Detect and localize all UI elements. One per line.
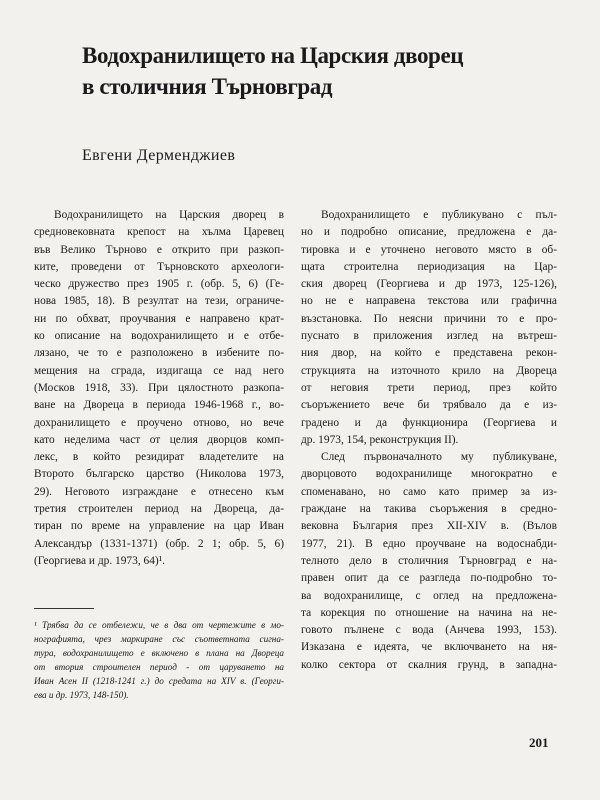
text-line: (Георгиева и др. 1973, 64)¹. [34, 554, 165, 567]
text-line: ко описание на водохранилището и е отбе- [34, 330, 284, 343]
text-line: 29). Неговото изграждане е отнесено към [34, 485, 284, 498]
text-line: та корекция по отношение на начина на не- [301, 606, 557, 619]
text-line: др. 1973, 154, реконструкция II). [301, 433, 459, 446]
text-line: (Москов 1918, 33). При цялостното разкопа- [34, 381, 284, 394]
text-line: ките, проведени от Търновското археологи- [34, 260, 284, 273]
text-line: тировка и е уточнено неговото място в об- [301, 243, 557, 256]
left-column [34, 207, 284, 570]
text-line: градено и да функционира (Георгиева и [301, 416, 557, 429]
text-line: ни по обхват, проучвания е направено крат- [34, 312, 284, 325]
footnote-line: Иван Асен II (1218-1241 г.) до средата на XIV в. (Георги- [34, 676, 284, 686]
footnote-divider [34, 608, 94, 609]
text-line: Второто българско царство (Николова 1973, [34, 468, 284, 481]
text-line: ване на Двореца в периода 1946-1968 г., во- [34, 399, 284, 412]
text-line: лязано, че то е разположено в избените по- [34, 347, 284, 360]
text-line: ския дворец (Георгиева и др 1973, 125-126), [301, 278, 557, 291]
page-number: 201 [529, 735, 549, 750]
text-line: телното дело в столичния Търновград е на- [301, 554, 557, 567]
footnote-line: тура, водохранилището е включено в плана на Двореца [34, 648, 284, 658]
author-name: Евгени Дерменджиев [82, 147, 236, 164]
text-line: третия строителен период на Двореца, да- [34, 503, 284, 516]
text-line: във Велико Търново е открито при разкоп- [34, 243, 284, 256]
text-line: пуснато в приложения изглед на вътреш- [301, 330, 557, 343]
text-line: Водохранилището на Царския дворец в [54, 209, 284, 221]
text-line: нова 1985, 18). В резултат на тези, ограниче- [34, 295, 284, 308]
text-line: Изказана е идеята, че включването на ня- [301, 641, 557, 654]
article-title [82, 40, 562, 102]
text-line: тиран по време на управление на цар Иван [34, 520, 284, 533]
text-line: 1977, 21). В едно проучване на водоснабди- [301, 537, 557, 550]
text-line: но не е направена текстова или графична [301, 295, 557, 308]
text-line: ва водохранилище, с оглед на предложена- [301, 589, 557, 602]
text-line: съоръжението вече би трябвало да е из- [301, 399, 557, 412]
title-line: в столичния Търновград [82, 74, 333, 99]
text-line: лекс, в който резидират владетелите на [34, 451, 284, 464]
text-line: струкцията на източното крило на Двореца [301, 364, 557, 377]
text-line: споменавано, но само като пример за из- [301, 485, 557, 498]
footnote-line: нографията, чрез маркиране със съответната сигна- [34, 634, 284, 644]
text-line: възстановка. По неясни причини то е про- [301, 312, 557, 325]
text-line: щата строителна периодизация на Цар- [301, 260, 557, 273]
text-line: ния двор, на който е представена рекон- [301, 347, 557, 360]
text-line: ческо дружество през 1905 г. (обр. 5, 6) (Ге- [34, 278, 284, 291]
footnote-line: от втория строителен период - от царуването на [34, 662, 284, 672]
right-column [301, 207, 557, 674]
text-line: средновековната крепост на хълма Царевец [34, 226, 284, 239]
text-line: но и подробно описание, предложена е да- [301, 226, 557, 239]
text-line: граждане на такива съоръжения в средно- [301, 503, 557, 516]
text-line: правен опит да се разгледа по-подробно то- [301, 572, 557, 585]
text-line: дворцовото водохранилище многократно е [301, 468, 557, 481]
text-line: дохранилището е проучено отново, но вече [34, 416, 284, 429]
text-line: като неделима част от целия дворцов комп- [34, 433, 284, 446]
title-line: Водохранилището на Царския дворец [82, 43, 464, 68]
text-line: колко сектора от скалния грунд, в западна- [301, 658, 557, 671]
footnote-line: ева и др. 1973, 148-150). [34, 690, 129, 700]
text-line: вековна България през XII-XIV в. (Вълов [301, 520, 557, 533]
text-line: мещения на сграда, издигаща се над него [34, 364, 284, 377]
text-line: Александър (1331-1371) (обр. 2 1; обр. 5, 6) [34, 537, 284, 550]
text-line: Водохранилището е публикувано с пъл- [321, 209, 557, 221]
footnote-line: ¹ Трябва да се отбележи, че в два от чертежите в мо- [34, 620, 284, 630]
text-line: говото пълнене с вода (Анчева 1993, 153). [301, 624, 557, 637]
footnote [34, 618, 284, 702]
text-line: от неговия трети период, през който [301, 381, 557, 394]
text-line: След първоначалното му публикуване, [321, 451, 557, 464]
